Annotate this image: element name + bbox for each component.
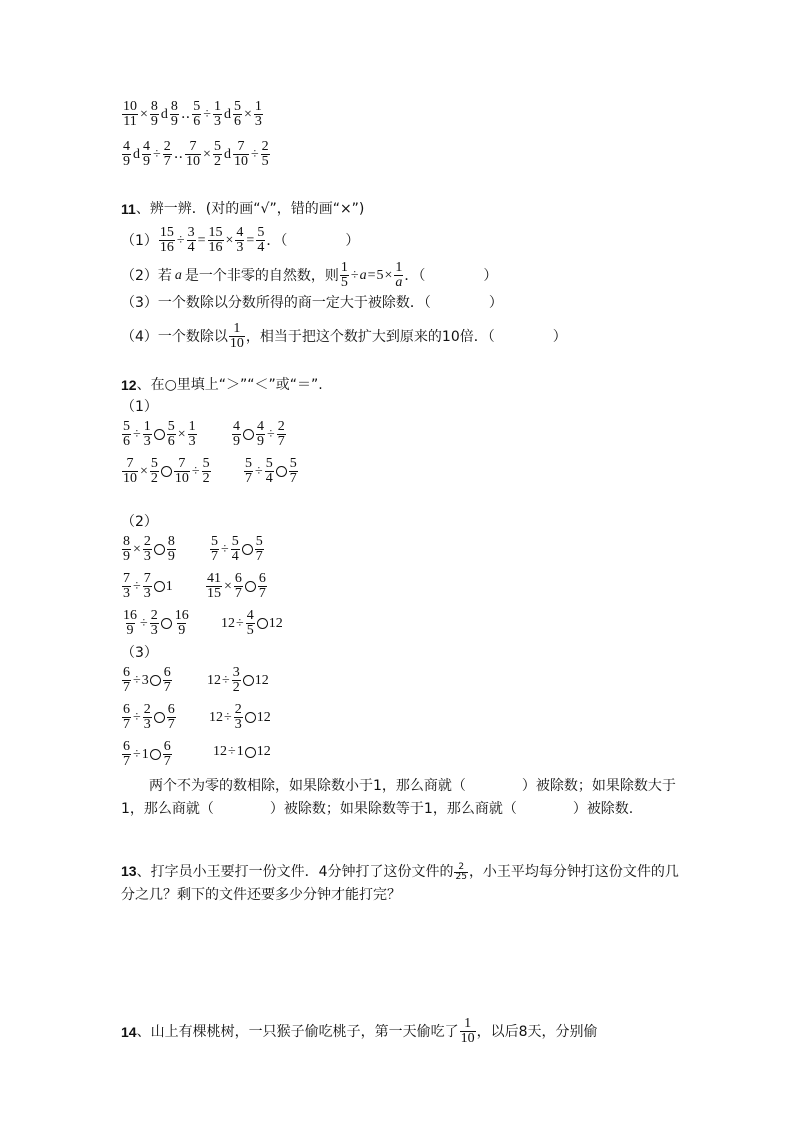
operator: ×	[140, 463, 148, 479]
fraction: $\frac{5}{7}$	[255, 534, 263, 564]
fraction: $\frac{5}{7}$	[289, 456, 297, 486]
compare-circle[interactable]	[154, 581, 165, 592]
operator: ÷	[133, 426, 141, 442]
fraction: $\frac{6}{7}$	[163, 739, 171, 769]
q11-item-3	[121, 296, 503, 310]
fraction: $\frac{1}{10}$	[460, 1016, 475, 1046]
item-label: （1）	[121, 232, 158, 249]
compare-circle[interactable]	[245, 581, 256, 592]
item-4-expression	[228, 322, 246, 351]
fraction: $\frac{5}{4}$	[265, 456, 273, 486]
q12-p1-e2	[231, 420, 287, 449]
number: 12	[221, 615, 235, 631]
fraction: $\frac{5}{6}$	[233, 99, 241, 129]
operator: ÷	[267, 426, 275, 442]
q12-p2-e1	[121, 535, 177, 564]
operator: ÷	[133, 746, 141, 762]
fraction: $\frac{8}{9}$	[150, 99, 158, 129]
fraction: $\frac{8}{9}$	[170, 99, 178, 129]
operator: ÷	[224, 709, 232, 725]
fraction: $\frac{3}{4}$	[187, 225, 195, 255]
question-number: 11	[121, 201, 136, 217]
q11-heading	[121, 202, 364, 216]
item-text: 若	[157, 267, 172, 284]
question-title: 、在○里填上“＞”“＜”或“＝”.	[136, 377, 323, 393]
compare-circle[interactable]	[154, 712, 165, 723]
answer-paren-open: ．（	[404, 267, 426, 284]
number: 12	[254, 672, 269, 688]
operator: ×	[133, 541, 141, 557]
compare-expression	[243, 457, 299, 486]
fraction: $\frac{7}{3}$	[143, 571, 151, 601]
fraction: $\frac{6}{7}$	[167, 702, 175, 732]
compare-expression	[221, 609, 283, 638]
compare-circle[interactable]	[150, 749, 161, 760]
fraction: $\frac{4}{3}$	[236, 225, 244, 255]
compare-expression	[121, 609, 191, 638]
fraction: $\frac{4}{5}$	[246, 608, 254, 638]
q12-p2-e6	[221, 609, 283, 638]
part-label: （3）	[121, 645, 158, 661]
fraction: $\frac{5}{6}$	[167, 419, 175, 449]
compare-expression	[121, 100, 264, 129]
number: 1	[141, 746, 149, 762]
operator: d	[223, 106, 231, 122]
compare-circle[interactable]	[245, 747, 256, 758]
fraction: $\frac{5}{7}$	[211, 534, 218, 564]
compare-circle[interactable]	[242, 544, 253, 555]
fraction: $\frac{1}{10}$	[229, 321, 244, 351]
q12-p3-e3	[121, 703, 177, 732]
q12-part-3-label	[121, 646, 158, 660]
q12-p3-e5	[121, 740, 173, 769]
operator: ÷	[228, 744, 236, 759]
item-text: 是一个非零的自然数，则	[184, 267, 339, 284]
fraction: $\frac{4}{9}$	[123, 139, 130, 169]
fraction: $\frac{15}{16}$	[159, 225, 174, 255]
fraction: $\frac{6}{7}$	[234, 571, 242, 601]
q12-summary: 两个不为零的数相除，如果除数小于1，那么商就（ ）被除数；如果除数大于1，那么商就（ ）被除数；如果除数等于1，那么商就（ ）被除数.	[121, 778, 676, 817]
compare-circle[interactable]	[161, 618, 172, 629]
q11-item-1	[121, 226, 359, 255]
fraction: $\frac{4}{9}$	[233, 419, 240, 449]
q12-heading	[121, 378, 323, 392]
compare-expression	[121, 535, 177, 564]
question-number: 14	[121, 1023, 137, 1040]
answer-paren-open: ．（	[266, 232, 288, 249]
question-text: ，小王平均每分钟打这份文件的几分之几？剩下的文件还要多少分钟才能打完？	[121, 864, 679, 903]
fraction: $\frac{3}{2}$	[232, 665, 240, 695]
fraction: $\frac{6}{7}$	[123, 739, 130, 769]
fraction: $\frac{4}{9}$	[143, 139, 150, 169]
fraction: $\frac{4}{9}$	[257, 419, 264, 449]
fraction: $\frac{10}{11}$	[123, 99, 137, 129]
question-text: ，以后8天，分别偷	[476, 1023, 598, 1040]
operator: ×	[177, 426, 186, 442]
q11-item-4	[121, 322, 567, 351]
compare-expression	[121, 740, 173, 769]
compare-expression	[121, 140, 271, 169]
fraction: $\frac{7}{10}$	[233, 139, 248, 169]
fraction: $\frac{2}{3}$	[150, 608, 158, 638]
operator: ÷	[203, 106, 211, 122]
fraction: $\frac{2}{25}$	[455, 861, 467, 882]
answer-paren-close: ）	[483, 267, 498, 284]
part-label: （1）	[121, 399, 158, 415]
part-label: （2）	[121, 514, 158, 530]
fraction: $\frac{5}{6}$	[123, 419, 130, 449]
number: 3	[141, 672, 149, 688]
compare-expression	[205, 572, 268, 601]
operator: ÷	[255, 463, 263, 479]
fraction: $\frac{1}{3}$	[213, 99, 221, 129]
operator: d	[160, 106, 168, 122]
operator: ‥	[180, 106, 191, 122]
item-text: ，相当于把这个数扩大到原来的10倍．（	[245, 328, 495, 345]
q12-p1-e1	[121, 420, 198, 449]
compare-expression	[207, 666, 269, 695]
fraction: $\frac{8}{9}$	[167, 534, 175, 564]
number: 12	[213, 744, 227, 759]
q12-part-2-label	[121, 515, 158, 529]
fraction: $\frac{1}{3}$	[188, 419, 196, 449]
fraction: $\frac{16}{9}$	[174, 608, 189, 638]
operator: ÷	[236, 615, 244, 631]
q12-p3-e4	[209, 703, 271, 732]
fraction: $\frac{8}{9}$	[123, 534, 130, 564]
fraction: $\frac{2}{3}$	[234, 702, 242, 732]
compare-expression	[209, 703, 271, 732]
compare-circle[interactable]	[161, 466, 172, 477]
operator: ×	[224, 578, 232, 594]
q12-p2-e2	[209, 535, 265, 564]
fraction: $\frac{7}{10}$	[186, 139, 201, 169]
fraction: $\frac{6}{7}$	[123, 702, 130, 732]
operator: ×	[140, 106, 148, 122]
fraction: $\frac{5}{2}$	[202, 456, 210, 486]
operator: ‥	[173, 146, 184, 162]
answer-paren-close: ）	[488, 295, 503, 311]
item-label: （4）	[121, 328, 158, 345]
number: 12	[209, 709, 223, 725]
compare-expression	[121, 572, 173, 601]
item-text: 一个数除以	[157, 328, 228, 345]
q12-p3-e2	[207, 666, 269, 695]
item-1-expression: $\frac{15}{16}$ ÷ $\frac{3}{4}$ = $\frac{15}{16}$ × $\frac{4}{3}$ = $\frac{5}{4}$	[159, 225, 265, 255]
operator: ÷	[133, 578, 141, 594]
number: 1	[236, 744, 244, 759]
q12-p2-e4	[205, 572, 268, 601]
number: 12	[256, 709, 271, 725]
q12-p3-e6	[213, 745, 271, 759]
compare-circle[interactable]	[243, 429, 254, 440]
q12-p1-e3	[121, 457, 212, 486]
fraction: $\frac{6}{7}$	[123, 665, 130, 695]
compare-expression	[209, 535, 265, 564]
question-title: 、辨一辨．(对的画“√”，错的画“×”)	[135, 201, 365, 217]
operator: d	[133, 146, 140, 162]
variable-a: a	[174, 267, 182, 283]
operator: ×	[203, 146, 211, 162]
fraction: $\frac{5}{6}$	[193, 99, 201, 129]
fraction: $\frac{1}{a}$	[395, 260, 403, 290]
fraction: $\frac{6}{7}$	[163, 665, 171, 695]
answer-paren-close: ）	[345, 232, 360, 249]
compare-circle[interactable]	[243, 675, 254, 686]
operator: ×	[243, 106, 252, 122]
question-text: 、山上有棵桃树，一只猴子偷吃桃子，第一天偷吃了	[136, 1023, 459, 1040]
fraction: $\frac{5}{4}$	[257, 225, 265, 255]
compare-circle[interactable]	[245, 712, 256, 723]
compare-expression	[121, 420, 198, 449]
fraction: $\frac{1}{3}$	[143, 419, 151, 449]
q12-p3-e1	[121, 666, 173, 695]
item-label: （3）	[121, 295, 158, 311]
operator: ÷	[133, 709, 141, 725]
fraction: $\frac{2}{7}$	[277, 419, 285, 449]
question-number: 12	[121, 377, 137, 393]
question-text: 、打字员小王要打一份文件．4分钟打了这份文件的	[136, 864, 454, 880]
number: 12	[207, 672, 221, 688]
operator: ÷	[140, 615, 148, 631]
fraction: $\frac{5}{2}$	[213, 139, 221, 169]
fraction: $\frac{41}{15}$	[207, 571, 221, 601]
number: 1	[165, 578, 173, 594]
fraction: $\frac{2}{3}$	[143, 534, 151, 564]
compare-circle[interactable]	[154, 429, 165, 440]
q14-question	[121, 1017, 598, 1046]
q12-p2-e5	[121, 609, 191, 638]
question-number: 13	[121, 863, 137, 879]
fraction: $\frac{7}{10}$	[123, 456, 137, 486]
compare-expression	[213, 745, 271, 759]
q11-item-2	[121, 261, 497, 290]
q12-p2-e3	[121, 572, 173, 601]
operator: ÷	[222, 672, 230, 688]
q12-part-1-label	[121, 400, 158, 414]
item-label: （2）	[121, 267, 158, 284]
operator: ÷	[221, 541, 229, 557]
operator: d	[223, 146, 231, 162]
compare-expression	[231, 420, 287, 449]
operator: ÷	[250, 146, 259, 162]
compare-expression	[121, 703, 177, 732]
compare-expression	[121, 666, 173, 695]
item-2-expression: $\frac{1}{5}$ ÷ a = 5 × $\frac{1}{a}$	[340, 260, 403, 290]
compare-circle[interactable]	[154, 544, 165, 555]
operator: ÷	[153, 146, 161, 162]
fraction: $\frac{5}{7}$	[245, 456, 252, 486]
compare-circle[interactable]	[276, 466, 287, 477]
fraction: $\frac{2}{7}$	[163, 139, 171, 169]
operator: ÷	[191, 463, 200, 479]
compare-row-2	[121, 140, 271, 169]
compare-circle[interactable]	[150, 675, 161, 686]
item-text: 一个数除以分数所得的商一定大于被除数．（	[157, 295, 431, 311]
fraction: $\frac{2}{3}$	[143, 702, 151, 732]
fraction: $\frac{15}{16}$	[208, 225, 223, 255]
compare-circle[interactable]	[257, 618, 268, 629]
fraction: $\frac{1}{5}$	[340, 260, 348, 290]
question-fraction	[459, 1017, 477, 1046]
compare-row-1	[121, 100, 264, 129]
q12-p1-e4	[243, 457, 299, 486]
fraction: $\frac{16}{9}$	[123, 608, 137, 638]
fraction: $\frac{6}{7}$	[258, 571, 266, 601]
fraction: $\frac{2}{5}$	[261, 139, 269, 169]
fraction: $\frac{7}{3}$	[123, 571, 130, 601]
compare-expression	[121, 457, 212, 486]
answer-paren-close: ）	[552, 328, 567, 345]
number: 12	[256, 744, 271, 759]
operator: ÷	[133, 672, 141, 688]
fraction: $\frac{7}{10}$	[174, 456, 189, 486]
fraction: $\frac{5}{4}$	[231, 534, 239, 564]
q13-question	[121, 860, 681, 907]
fraction: $\frac{5}{2}$	[150, 456, 158, 486]
number: 12	[268, 615, 283, 631]
fraction: $\frac{1}{3}$	[254, 99, 262, 129]
